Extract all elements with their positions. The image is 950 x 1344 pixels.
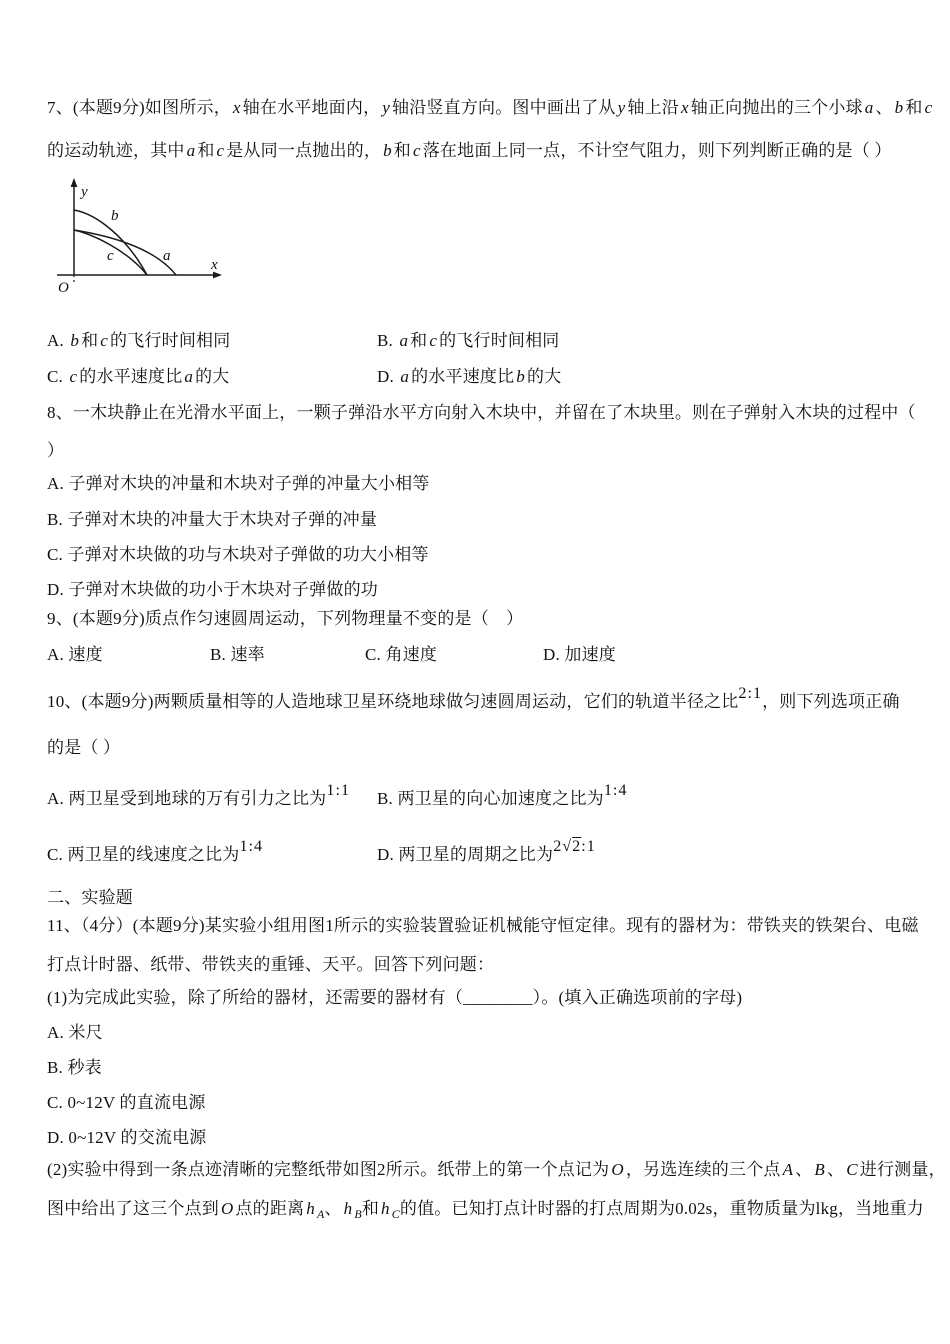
q10-option-a: A. 两卫星受到地球的万有引力之比为1:1 (47, 782, 351, 808)
q7-stem-line2: 的运动轨迹，其中 a 和 c 是从同一点抛出的， b 和 c 落在地面上同一点，不计空气阻力，则下列判断正确的是（ ） (47, 141, 892, 160)
q9-option-a: A. 速度 (47, 645, 103, 664)
q10-stem-line2: 的是（ ） (47, 738, 121, 757)
q8-option-c: C. 子弹对木块做的功与木块对子弹做的功大小相等 (47, 545, 429, 564)
q9-option-d: D. 加速度 (543, 645, 616, 664)
origin-label: O (58, 280, 69, 296)
q11-stem-line2: 打点计时器、纸带、带铁夹的重锤、天平。回答下列问题： (47, 955, 495, 974)
curve-c-label: c (107, 248, 114, 264)
q11-stem-line1: 11、（4分）(本题9分)某实验小组用图1所示的实验装置验证机械能守恒定律。现有的器材为：带铁夹的铁架台、电磁 (47, 916, 919, 935)
q7-option-c: C. c 的水平速度比 a 的大 (47, 367, 230, 386)
q7-figure (45, 176, 235, 298)
q10-option-b: B. 两卫星的向心加速度之比为1:4 (377, 782, 628, 808)
q9-option-c: C. 角速度 (365, 645, 438, 664)
y-axis-label: y (81, 184, 88, 200)
q10-option-d: D. 两卫星的周期之比为2√2:1 (377, 838, 596, 864)
q8-option-d: D. 子弹对木块做的功小于木块对子弹做的功 (47, 580, 378, 599)
q11-part2-line2: 图中给出了这三个点到 O 点的距离 h $_A$、 h $_B$和 h $_C$的值。已知打点计时器的打点周期为0.02s，重物质量为lkg，当地重力 (47, 1199, 924, 1221)
q11-option-c: C. 0~12V 的直流电源 (47, 1093, 206, 1112)
q8-stem-line1: 8、一木块静止在光滑水平面上，一颗子弹沿水平方向射入木块中，并留在了木块里。则在子弹射入木块的过程中（ (47, 403, 916, 422)
curve-b-label: b (111, 208, 119, 224)
q11-option-b: B. 秒表 (47, 1058, 102, 1077)
q10-stem-line1: 10、(本题9分)两颗质量相等的人造地球卫星环绕地球做匀速圆周运动，它们的轨道半径之比2:1，则下列选项正确 (47, 685, 900, 711)
q7-option-b: B. a 和 c 的飞行时间相同 (377, 331, 560, 350)
q11-option-d: D. 0~12V 的交流电源 (47, 1128, 207, 1147)
trajectory-a (74, 230, 176, 275)
q9-stem: 9、(本题9分)质点作匀速圆周运动，下列物理量不变的是（ ） (47, 609, 524, 628)
q11-part2-line1: (2)实验中得到一条点迹清晰的完整纸带如图2所示。纸带上的第一个点记为 O ，另选连续的三个点 A 、 B 、 C 进行测量， (47, 1160, 946, 1179)
q11-option-a: A. 米尺 (47, 1023, 103, 1042)
section-2-title: 二、实验题 (47, 888, 133, 907)
q7-option-d: D. a 的水平速度比 b 的大 (377, 367, 562, 386)
q7-option-a: A. b 和 c 的飞行时间相同 (47, 331, 231, 350)
x-axis-label: x (211, 257, 218, 273)
q11-part1: (1)为完成此实验，除了所给的器材，还需要的器材有（________）。(填入正确选项前的字母) (47, 988, 743, 1007)
q8-stem-line2: ） (47, 441, 65, 460)
q10-option-c: C. 两卫星的线速度之比为1:4 (47, 838, 264, 864)
q7-stem-line1: 7、(本题9分)如图所示， x 轴在水平地面内， y 轴沿竖直方向。图中画出了从 y 轴上沿 x 轴正向抛出的三个小球 a 、 b 和 c (47, 98, 933, 117)
q9-option-b: B. 速率 (210, 645, 265, 664)
y-axis-arrow-icon (71, 178, 78, 187)
curve-a-label: a (163, 248, 171, 264)
q8-option-a: A. 子弹对木块的冲量和木块对子弹的冲量大小相等 (47, 474, 430, 493)
q8-option-b: B. 子弹对木块的冲量大于木块对子弹的冲量 (47, 510, 378, 529)
